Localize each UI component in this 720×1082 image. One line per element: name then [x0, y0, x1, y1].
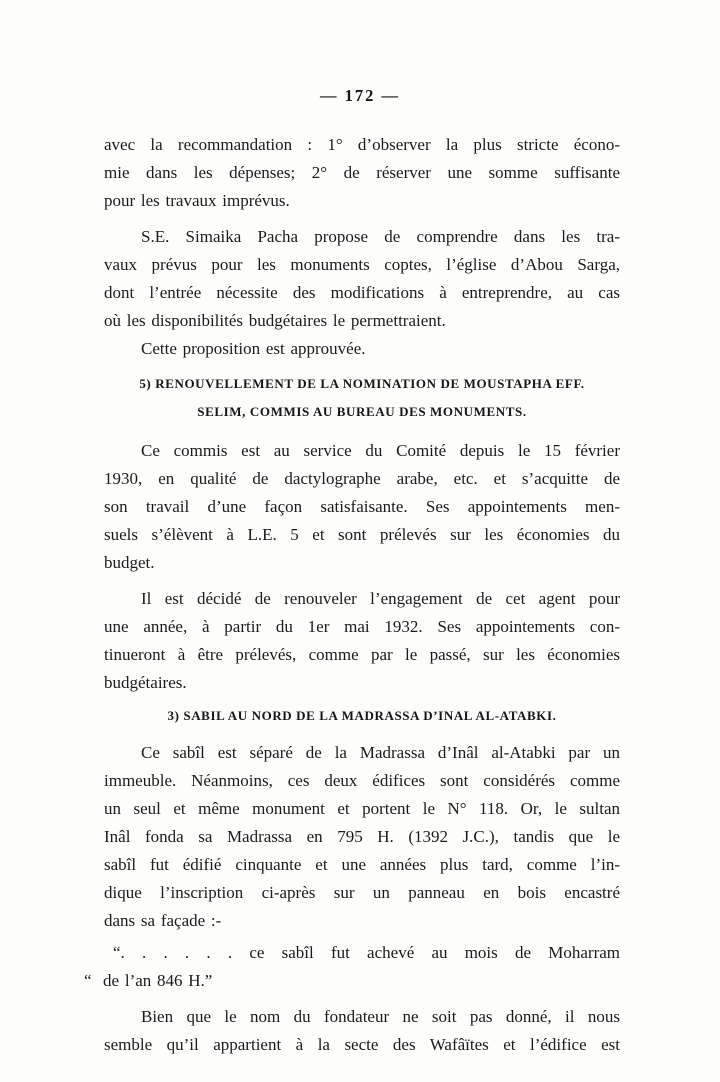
paragraph — [104, 437, 620, 577]
text-line: 1930, en qualité de dactylographe arabe, etc. et s’acquitte de — [104, 469, 620, 488]
page-number: — 172 — — [320, 86, 400, 105]
text-line: où les disponibilités budgétaires le permettraient. — [104, 311, 446, 330]
text-line: tinueront à être prélevés, comme par le passé, sur les économies — [104, 645, 620, 664]
text-line: semble qu’il appartient à la secte des Wafâïtes et l’édifice est — [104, 1035, 620, 1054]
text-line: Ce sabîl est séparé de la Madrassa d’Inâl al-Atabki par un — [141, 743, 620, 762]
text-column — [84, 131, 620, 1059]
text-line: immeuble. Néanmoins, ces deux édifices sont considérés comme — [104, 771, 620, 790]
text-line: “ de l’an 846 H.” — [84, 971, 213, 990]
text-line: une année, à partir du 1er mai 1932. Ses appointements con- — [104, 617, 620, 636]
text-line: un seul et même monument et portent le N° 118. Or, le sultan — [104, 799, 620, 818]
text-line: dans sa façade :- — [104, 911, 222, 930]
text-line: Il est décidé de renouveler l’engagement de cet agent pour — [141, 589, 620, 608]
text-line: Ce commis est au service du Comité depuis le 15 février — [141, 441, 620, 460]
paragraph — [104, 131, 620, 215]
text-line: budgétaires. — [104, 673, 187, 692]
paragraph — [104, 1003, 620, 1059]
heading-line: 3) SABIL AU NORD DE LA MADRASSA D’INAL AL-ATABKI. — [167, 708, 557, 723]
text-line: suels s’élèvent à L.E. 5 et sont prélevés sur les économies du — [104, 525, 620, 544]
heading-line: SELIM, COMMIS AU BUREAU DES MONUMENTS. — [197, 404, 527, 419]
text-line: Cette proposition est approuvée. — [141, 339, 366, 358]
paragraph — [104, 739, 620, 935]
paragraph — [104, 585, 620, 697]
text-line: dont l’entrée nécessite des modifications à entreprendre, au cas — [104, 283, 620, 302]
text-line: S.E. Simaika Pacha propose de comprendre dans les tra- — [141, 227, 620, 246]
paragraph — [104, 223, 620, 335]
inscription-quote — [84, 939, 620, 995]
text-line: dique l’inscription ci-après sur un panneau en bois encastré — [104, 883, 620, 902]
heading-line: 5) RENOUVELLEMENT DE LA NOMINATION DE MOUSTAPHA EFF. — [139, 376, 585, 391]
text-line: Bien que le nom du fondateur ne soit pas donné, il nous — [141, 1007, 620, 1026]
text-line: vaux prévus pour les monuments coptes, l’église d’Abou Sarga, — [104, 255, 620, 274]
text-line: mie dans les dépenses; 2° de réserver une somme suffisante — [104, 163, 620, 182]
text-line: avec la recommandation : 1° d’observer la plus stricte écono- — [104, 135, 620, 154]
text-line: pour les travaux imprévus. — [104, 191, 290, 210]
text-line: Inâl fonda sa Madrassa en 795 H. (1392 J.C.), tandis que le — [104, 827, 620, 846]
section-heading — [104, 371, 620, 427]
text-line: budget. — [104, 553, 155, 572]
paragraph — [104, 335, 620, 363]
section-heading — [104, 703, 620, 731]
text-line: “. . . . . . ce sabîl fut achevé au mois de Moharram — [113, 943, 620, 962]
text-line: sabîl fut édifié cinquante et une années plus tard, comme l’in- — [104, 855, 620, 874]
text-line: son travail d’une façon satisfaisante. Ses appointements men- — [104, 497, 620, 516]
